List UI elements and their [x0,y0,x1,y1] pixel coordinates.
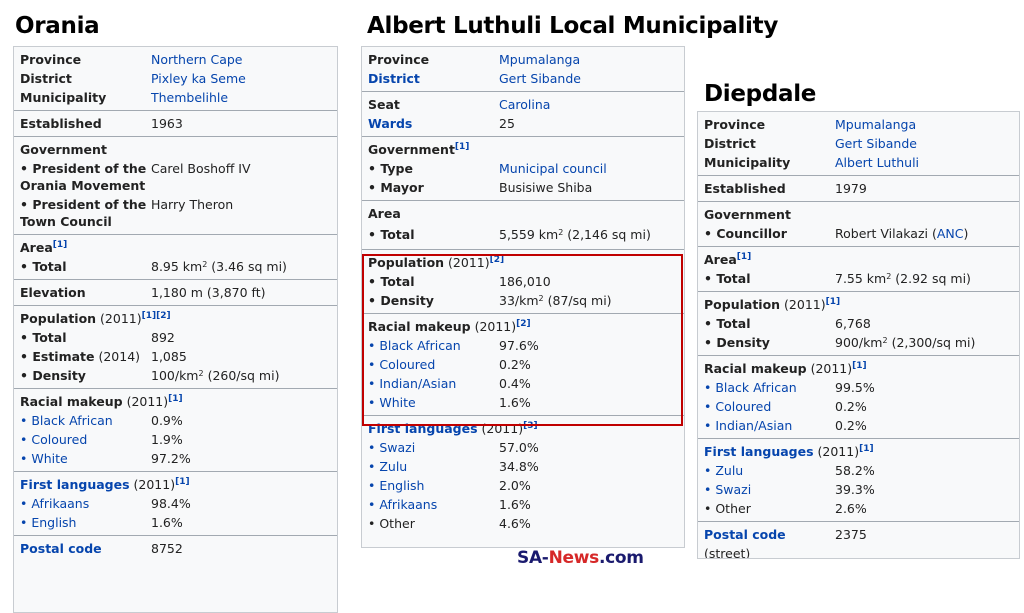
language-item-value: 2.0% [499,478,531,493]
languages-heading-link[interactable]: First languages [368,421,478,436]
languages-heading [362,419,684,438]
established-value: 1963 [151,116,183,131]
district-label[interactable]: District [368,71,420,86]
languages-heading-link[interactable]: First languages [704,444,814,459]
type-link[interactable]: Municipal council [499,161,607,176]
established-value: 1979 [835,181,867,196]
area-total-tail: (2,146 sq mi) [563,227,651,242]
wards-value: 25 [499,116,515,131]
language-item-label[interactable]: • Afrikaans [20,496,90,511]
diepdale-infobox [697,111,1020,559]
languages-heading [14,475,337,494]
president-movement-label: • President of the Orania Movement [20,161,147,193]
population-total-value: 6,768 [835,316,871,331]
racial-item-value: 0.4% [499,376,531,391]
area-total-value [835,269,1019,288]
district-label: District [704,136,756,151]
government-heading: Government [20,142,107,157]
sa-news-logo [517,548,644,568]
population-total-value: 186,010 [499,274,551,289]
municipality-label: Municipality [20,90,107,105]
seat-label: Seat [368,97,400,112]
area-total-label: • Total [704,271,751,286]
languages-ref[interactable]: [1] [175,477,190,487]
mayor-label: • Mayor [368,180,424,195]
area-total-tail: (3.46 sq mi) [207,259,287,274]
language-item-value: 2.6% [835,501,867,516]
population-total-label: • Total [20,330,67,345]
area-total-value [499,225,684,244]
languages-ref[interactable]: [3] [523,421,538,431]
density-value [499,291,684,310]
area-total-text: 7.55 km [835,271,887,286]
languages-year: (2011) [129,477,176,492]
population-heading-text: Population [20,311,97,326]
orania-infobox [13,46,338,613]
language-item-label[interactable]: • Swazi [368,440,416,455]
racial-ref[interactable]: [1] [168,394,183,404]
racial-heading-text: Racial makeup [368,319,471,334]
racial-item-label[interactable]: • Coloured [368,357,436,372]
density-text: 33/km [499,293,539,308]
diepdale-title: Diepdale [704,81,817,107]
postal-code-label [698,525,835,559]
province-link[interactable]: Northern Cape [151,52,243,67]
councillor-value [835,224,1019,243]
municipality-link[interactable]: Albert Luthuli [835,155,920,170]
district-link[interactable]: Gert Sibande [499,71,581,86]
density-label: • Density [20,368,86,383]
councillor-name: Robert Vilakazi ( [835,226,937,241]
province-link[interactable]: Mpumalanga [835,117,917,132]
councillor-label: • Councillor [704,226,787,241]
estimate-label-text: • Estimate [20,349,95,364]
postal-code-value: 8752 [151,541,183,556]
racial-year: (2011) [470,319,517,334]
government-heading-text: Government [368,142,455,157]
density-value [151,366,337,385]
wards-label[interactable]: Wards [368,116,413,131]
logo-part-news: News [548,548,599,568]
population-ref[interactable]: [1][2] [141,311,171,321]
language-item-label: • Other [368,516,415,531]
area-total-tail: (2.92 sq mi) [891,271,971,286]
area-heading-text: Area [20,240,53,255]
language-item-value: 34.8% [499,459,539,474]
area-ref[interactable]: [1] [52,240,68,250]
postal-code-link[interactable]: Postal code [704,527,786,542]
area-heading [698,250,1019,269]
province-link[interactable]: Mpumalanga [499,52,581,67]
language-item-label[interactable]: • Swazi [704,482,752,497]
density-sup: 2 [882,336,888,345]
language-item-label: • Other [704,501,751,516]
province-label: Province [368,52,430,67]
councillor-close: ) [963,226,969,241]
density-tail: (2,300/sq mi) [887,335,976,350]
racial-item-value: 0.2% [835,418,867,433]
area-total-label: • Total [368,227,415,242]
language-item-value: 58.2% [835,463,875,478]
seat-link[interactable]: Carolina [499,97,551,112]
population-heading [362,253,684,272]
racial-item-label[interactable]: • Black African [368,338,461,353]
area-total-sup: 2 [558,228,564,237]
racial-item-label[interactable]: • White [368,395,416,410]
racial-heading-text: Racial makeup [20,394,123,409]
racial-item-value: 97.2% [151,451,191,466]
density-text: 900/km [835,335,883,350]
language-item-label[interactable]: • English [368,478,425,493]
languages-year: (2011) [477,421,524,436]
language-item-value: 57.0% [499,440,539,455]
area-total-text: 5,559 km [499,227,559,242]
area-heading: Area [368,206,401,221]
district-label: District [20,71,72,86]
logo-part-com: .com [598,548,644,568]
established-label: Established [704,181,786,196]
area-heading [14,238,337,257]
languages-year: (2011) [813,444,860,459]
party-link[interactable]: ANC [936,226,964,241]
racial-item-label[interactable]: • Coloured [704,399,772,414]
elevation-label: Elevation [20,285,86,300]
president-council-value: Harry Theron [151,197,234,212]
languages-heading [698,442,1019,461]
president-movement-value: Carel Boshoff IV [151,161,251,176]
province-label: Province [704,117,766,132]
district-link[interactable]: Pixley ka Seme [151,71,246,86]
mayor-value: Busisiwe Shiba [499,180,593,195]
density-tail: (260/sq mi) [203,368,280,383]
density-value [835,333,1019,352]
municipality-label: Municipality [704,155,791,170]
elevation-value: 1,180 m (3,870 ft) [151,285,266,300]
racial-item-label[interactable]: • Coloured [20,432,88,447]
government-heading: Government [704,207,791,222]
racial-heading [362,317,684,336]
language-item-value: 98.4% [151,496,191,511]
population-year: (2011) [96,311,142,326]
racial-item-value: 1.6% [499,395,531,410]
area-total-text: 8.95 km [151,259,203,274]
postal-code-note: (street) [704,546,751,559]
racial-year: (2011) [122,394,169,409]
area-total-value [151,257,337,276]
racial-ref[interactable]: [2] [516,319,531,329]
density-text: 100/km [151,368,199,383]
racial-item-value: 99.5% [835,380,875,395]
density-sup: 2 [198,369,204,378]
language-item-value: 1.6% [499,497,531,512]
population-total-value: 892 [151,330,175,345]
racial-item-value: 97.6% [499,338,539,353]
language-item-value: 4.6% [499,516,531,531]
population-ref[interactable]: [1] [825,297,841,307]
racial-item-value: 0.9% [151,413,183,428]
area-heading-text: Area [704,252,737,267]
postal-code-value: 2375 [835,527,867,542]
racial-item-label[interactable]: • Black African [20,413,113,428]
area-total-label: • Total [20,259,67,274]
population-ref[interactable]: [2] [489,255,505,265]
population-heading [698,295,1019,314]
municipality-link[interactable]: Thembelihle [151,90,229,105]
density-label: • Density [704,335,770,350]
language-item-label[interactable]: • English [20,515,77,530]
language-item-value: 39.3% [835,482,875,497]
racial-item-value: 1.9% [151,432,183,447]
province-label: Province [20,52,82,67]
estimate-value: 1,085 [151,349,187,364]
racial-item-label[interactable]: • Indian/Asian [368,376,457,391]
type-label: • Type [368,161,413,176]
languages-heading-link[interactable]: First languages [20,477,130,492]
postal-code-label[interactable]: Postal code [20,541,102,556]
density-sup: 2 [538,294,544,303]
population-total-label: • Total [368,274,415,289]
population-year: (2011) [444,255,490,270]
racial-item-value: 0.2% [835,399,867,414]
racial-ref[interactable]: [1] [852,361,867,371]
racial-item-value: 0.2% [499,357,531,372]
density-label: • Density [368,293,434,308]
established-label: Established [20,116,102,131]
population-year: (2011) [780,297,826,312]
population-total-label: • Total [704,316,751,331]
district-link[interactable]: Gert Sibande [835,136,917,151]
languages-ref[interactable]: [1] [859,444,874,454]
language-item-label[interactable]: • Zulu [704,463,744,478]
racial-heading [14,392,337,411]
racial-item-label[interactable]: • Black African [704,380,797,395]
language-item-label[interactable]: • Zulu [368,459,408,474]
orania-title: Orania [15,13,100,39]
racial-heading-text: Racial makeup [704,361,807,376]
estimate-year: (2014) [94,349,141,364]
president-council-label: • President of the Town Council [20,197,147,229]
population-heading [14,309,337,328]
government-heading [362,140,684,159]
population-heading-text: Population [368,255,445,270]
racial-item-label[interactable]: • White [20,451,68,466]
language-item-label[interactable]: • Afrikaans [368,497,438,512]
racial-item-label[interactable]: • Indian/Asian [704,418,793,433]
logo-part-sa: SA- [517,548,549,568]
government-ref[interactable]: [1] [454,142,470,152]
area-total-sup: 2 [202,260,208,269]
population-heading-text: Population [704,297,781,312]
albert-luthuli-infobox [361,46,685,548]
language-item-value: 1.6% [151,515,183,530]
estimate-label [14,347,151,366]
racial-year: (2011) [806,361,853,376]
area-ref[interactable]: [1] [736,252,752,262]
albert-luthuli-title: Albert Luthuli Local Municipality [367,13,779,39]
area-total-sup: 2 [886,272,892,281]
density-tail: (87/sq mi) [543,293,612,308]
racial-heading [698,359,1019,378]
